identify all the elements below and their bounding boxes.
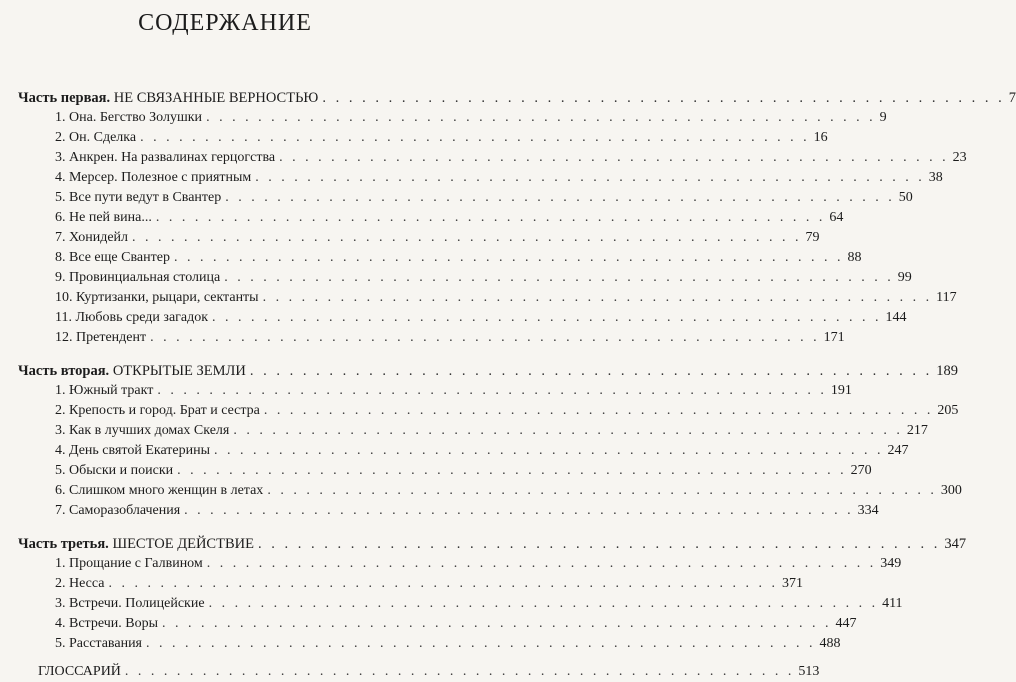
page-number: 79 [805, 230, 820, 245]
part-name: Часть третья. [18, 536, 109, 552]
leader-dots: . . . . . . . . . . . . . . . . . . . . . . . . . . . . . . . . . . . . . . . . . . . . . . . . . . . . [177, 463, 847, 478]
chapter-title: 3. Как в лучших домах Скеля [55, 423, 230, 438]
glossary-title: ГЛОССАРИЙ [38, 664, 121, 679]
page-number: 171 [823, 330, 845, 345]
chapter-entry [0, 268, 912, 288]
leader-dots: . . . . . . . . . . . . . . . . . . . . . . . . . . . . . . . . . . . . . . . . . . . . . . . . . . . . [124, 664, 795, 679]
chapter-title: 2. Несса [55, 576, 105, 591]
leader-dots: . . . . . . . . . . . . . . . . . . . . . . . . . . . . . . . . . . . . . . . . . . . . . . . . . . . . [214, 443, 884, 458]
chapter-title: 5. Расставания [55, 636, 142, 651]
leader-dots: . . . . . . . . . . . . . . . . . . . . . . . . . . . . . . . . . . . . . . . . . . . . . . . . . . . . [173, 250, 844, 265]
chapter-title: 1. Прощание с Галвином [55, 556, 203, 571]
entry-label [18, 401, 260, 421]
chapter-title: 5. Обыски и поиски [55, 463, 174, 478]
page-number: 411 [882, 596, 903, 611]
chapter-entry [0, 634, 841, 654]
leader-dots: . . . . . . . . . . . . . . . . . . . . . . . . . . . . . . . . . . . . . . . . . . . . . . . . . . . . [322, 90, 1005, 106]
chapter-entry [0, 108, 887, 128]
page-number: 38 [928, 170, 943, 185]
entry-label [18, 88, 318, 108]
chapter-title: 7. Саморазоблачения [55, 503, 181, 518]
entry-label [18, 128, 136, 148]
chapter-title: 8. Все еще Свантер [55, 250, 170, 265]
chapter-entry [0, 421, 928, 441]
page-number: 217 [906, 423, 928, 438]
leader-dots: . . . . . . . . . . . . . . . . . . . . . . . . . . . . . . . . . . . . . . . . . . . . . . . . . . . . [208, 596, 879, 611]
chapter-entry [0, 208, 844, 228]
entry-label [18, 481, 263, 501]
page-number: 99 [897, 270, 912, 285]
chapter-title: 9. Провинциальная столица [55, 270, 221, 285]
chapter-title: 3. Встречи. Полицейские [55, 596, 205, 611]
entry-label [18, 461, 173, 481]
entry-label [18, 361, 246, 381]
entry-label [18, 441, 210, 461]
chapter-title: 6. Не пей вина... [55, 210, 152, 225]
leader-dots: . . . . . . . . . . . . . . . . . . . . . . . . . . . . . . . . . . . . . . . . . . . . . . . . . . . . [184, 503, 854, 518]
section-gap [0, 348, 450, 361]
entry-label [18, 421, 229, 441]
leader-dots: . . . . . . . . . . . . . . . . . . . . . . . . . . . . . . . . . . . . . . . . . . . . . . . . . . . . [155, 210, 826, 225]
chapter-title: 2. Он. Сделка [55, 130, 137, 145]
page-number: 300 [940, 483, 962, 498]
entry-label [18, 594, 205, 614]
chapter-entry [0, 228, 820, 248]
page-number: 371 [782, 576, 803, 591]
chapter-entry [0, 248, 862, 268]
chapter-title: 2. Крепость и город. Брат и сестра [55, 403, 260, 418]
chapter-entry [0, 481, 962, 501]
chapter-title: 1. Южный тракт [55, 383, 154, 398]
entry-label [18, 534, 254, 554]
leader-dots: . . . . . . . . . . . . . . . . . . . . . . . . . . . . . . . . . . . . . . . . . . . . . . . . . . . . [263, 403, 934, 418]
entry-label [18, 328, 146, 348]
leader-dots: . . . . . . . . . . . . . . . . . . . . . . . . . . . . . . . . . . . . . . . . . . . . . . . . . . . . [225, 190, 895, 205]
chapter-entry [0, 188, 913, 208]
leader-dots: . . . . . . . . . . . . . . . . . . . . . . . . . . . . . . . . . . . . . . . . . . . . . . . . . . . . [257, 536, 941, 552]
chapter-entry [0, 574, 803, 594]
chapter-entry [0, 554, 902, 574]
chapter-title: 5. Все пути ведут в Свантер [55, 190, 222, 205]
chapter-entry [0, 381, 852, 401]
entry-label [18, 554, 203, 574]
leader-dots: . . . . . . . . . . . . . . . . . . . . . . . . . . . . . . . . . . . . . . . . . . . . . . . . . . . . [108, 576, 778, 591]
part-heading-3 [0, 534, 967, 554]
page-number: 7 [1008, 90, 1016, 106]
page-number: 144 [885, 310, 907, 325]
chapter-title: 4. День святой Екатерины [55, 443, 211, 458]
entry-label [18, 108, 202, 128]
page-number: 16 [813, 130, 828, 145]
leader-dots: . . . . . . . . . . . . . . . . . . . . . . . . . . . . . . . . . . . . . . . . . . . . . . . . . . . . [233, 423, 903, 438]
part-title: ОТКРЫТЫЕ ЗЕМЛИ [112, 363, 246, 379]
page-number: 205 [937, 403, 959, 418]
part-heading-1 [0, 88, 1016, 108]
chapter-title: 10. Куртизанки, рыцари, сектанты [55, 290, 259, 305]
chapter-entry [0, 128, 828, 148]
page-number: 189 [936, 363, 958, 379]
part-title: ШЕСТОЕ ДЕЙСТВИЕ [112, 536, 254, 552]
chapter-title: 6. Слишком много женщин в летах [55, 483, 264, 498]
page-number: 64 [829, 210, 844, 225]
page-number: 270 [850, 463, 872, 478]
leader-dots: . . . . . . . . . . . . . . . . . . . . . . . . . . . . . . . . . . . . . . . . . . . . . . . . . . . . [212, 310, 882, 325]
leader-dots: . . . . . . . . . . . . . . . . . . . . . . . . . . . . . . . . . . . . . . . . . . . . . . . . . . . . [206, 556, 877, 571]
section-gap [0, 521, 450, 534]
entry-label [18, 188, 221, 208]
leader-dots: . . . . . . . . . . . . . . . . . . . . . . . . . . . . . . . . . . . . . . . . . . . . . . . . . . . . [157, 383, 827, 398]
chapter-entry [0, 614, 857, 634]
page-number: 447 [835, 616, 857, 631]
chapter-entry [0, 501, 879, 521]
leader-dots: . . . . . . . . . . . . . . . . . . . . . . . . . . . . . . . . . . . . . . . . . . . . . . . . . . . . [249, 363, 933, 379]
leader-dots: . . . . . . . . . . . . . . . . . . . . . . . . . . . . . . . . . . . . . . . . . . . . . . . . . . . . [140, 130, 810, 145]
chapter-title: 1. Она. Бегство Золушки [55, 110, 203, 125]
leader-dots: . . . . . . . . . . . . . . . . . . . . . . . . . . . . . . . . . . . . . . . . . . . . . . . . . . . . [146, 636, 816, 651]
entry-label [18, 662, 121, 682]
chapter-entry [0, 594, 903, 614]
page-number: 50 [898, 190, 913, 205]
entry-label [18, 634, 142, 654]
entry-label [18, 501, 180, 521]
chapter-title: 4. Встречи. Воры [55, 616, 158, 631]
page-number: 117 [936, 290, 957, 305]
page-number: 9 [879, 110, 887, 125]
leader-dots: . . . . . . . . . . . . . . . . . . . . . . . . . . . . . . . . . . . . . . . . . . . . . . . . . . . . [255, 170, 925, 185]
entry-label [18, 574, 105, 594]
part-heading-2 [0, 361, 958, 381]
part-name: Часть вторая. [18, 363, 110, 379]
chapter-entry [0, 288, 957, 308]
page-number: 191 [830, 383, 852, 398]
chapter-entry [0, 148, 967, 168]
chapter-title: 12. Претендент [55, 330, 147, 345]
leader-dots: . . . . . . . . . . . . . . . . . . . . . . . . . . . . . . . . . . . . . . . . . . . . . . . . . . . . [132, 230, 802, 245]
page-number: 349 [880, 556, 902, 571]
chapter-entry [0, 328, 845, 348]
chapter-entry [0, 441, 909, 461]
entry-label [18, 268, 220, 288]
table-of-contents [0, 88, 1016, 682]
leader-dots: . . . . . . . . . . . . . . . . . . . . . . . . . . . . . . . . . . . . . . . . . . . . . . . . . . . . [161, 616, 832, 631]
chapter-entry [0, 308, 907, 328]
leader-dots: . . . . . . . . . . . . . . . . . . . . . . . . . . . . . . . . . . . . . . . . . . . . . . . . . . . . [206, 110, 876, 125]
entry-label [18, 614, 158, 634]
chapter-title: 3. Анкрен. На развалинах герцогства [55, 150, 276, 165]
entry-label [18, 168, 251, 188]
chapter-entry [0, 401, 959, 421]
page-number: 334 [857, 503, 879, 518]
leader-dots: . . . . . . . . . . . . . . . . . . . . . . . . . . . . . . . . . . . . . . . . . . . . . . . . . . . . [150, 330, 820, 345]
entry-label [18, 148, 275, 168]
page-number: 88 [847, 250, 862, 265]
chapter-title: 7. Хонидейл [55, 230, 129, 245]
page-number: 23 [952, 150, 967, 165]
leader-dots: . . . . . . . . . . . . . . . . . . . . . . . . . . . . . . . . . . . . . . . . . . . . . . . . . . . . [267, 483, 937, 498]
chapter-entry [0, 461, 872, 481]
entry-label [18, 381, 153, 401]
page-title: СОДЕРЖАНИЕ [138, 10, 312, 36]
chapter-title: 4. Мерсер. Полезное с приятным [55, 170, 252, 185]
chapter-title: 11. Любовь среди загадок [55, 310, 209, 325]
entry-label [18, 208, 152, 228]
page-number: 513 [798, 664, 820, 679]
leader-dots: . . . . . . . . . . . . . . . . . . . . . . . . . . . . . . . . . . . . . . . . . . . . . . . . . . . . [279, 150, 949, 165]
part-name: Часть первая. [18, 90, 111, 106]
entry-label [18, 228, 128, 248]
page-number: 347 [944, 536, 967, 552]
page-number: 247 [887, 443, 909, 458]
leader-dots: . . . . . . . . . . . . . . . . . . . . . . . . . . . . . . . . . . . . . . . . . . . . . . . . . . . . [262, 290, 933, 305]
page-number: 488 [819, 636, 841, 651]
glossary-entry [0, 662, 820, 682]
entry-label [18, 308, 208, 328]
entry-label [18, 288, 259, 308]
leader-dots: . . . . . . . . . . . . . . . . . . . . . . . . . . . . . . . . . . . . . . . . . . . . . . . . . . . . [224, 270, 894, 285]
entry-label [18, 248, 170, 268]
chapter-entry [0, 168, 943, 188]
part-title: НЕ СВЯЗАННЫЕ ВЕРНОСТЬЮ [113, 90, 319, 106]
